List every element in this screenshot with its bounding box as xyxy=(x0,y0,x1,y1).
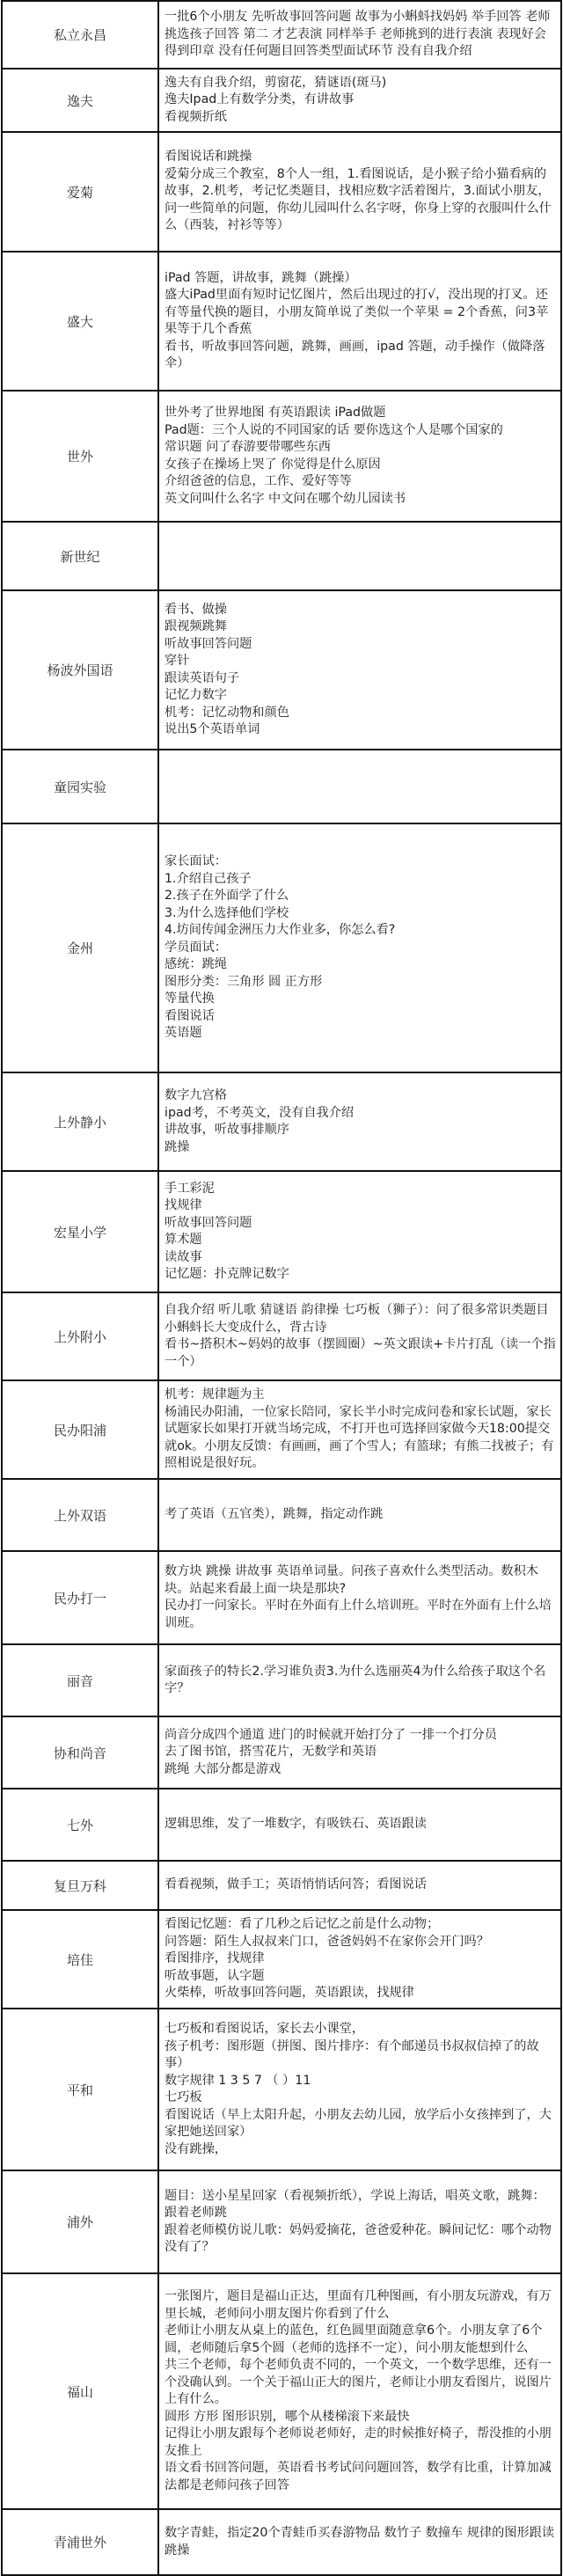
table-row xyxy=(3,1172,560,1293)
table-row xyxy=(3,133,560,252)
table-row xyxy=(3,824,560,1073)
detail-line: 跟读英语句子 xyxy=(165,670,240,685)
detail-line: 盛大iPad里面有短时记忆图片，然后出现过的打√，没出现的打叉。还有等量代换的题目，小朋友简单说了类似一个苹果 = 2个香蕉，问3苹果等于几个香蕉 xyxy=(165,288,549,336)
detail-line: 记得让小朋友跟每个老师说老师好，走的时候推好椅子，帮没推的小朋友推上 xyxy=(165,2426,552,2458)
detail-line: 介绍爸爸的信息，工作、爱好等等 xyxy=(165,474,352,488)
detail-line: 七巧板和看图说话，家长去小课堂， xyxy=(165,2022,365,2036)
detail-line: 逸夫有自我介绍，剪窗花，猜谜语(斑马) xyxy=(165,75,387,90)
school-name-cell: 七外 xyxy=(3,1789,159,1860)
interview-detail-cell xyxy=(159,1381,560,1478)
table-row xyxy=(3,1911,560,2009)
school-name-cell: 杨波外国语 xyxy=(3,591,159,749)
detail-line: 看图记忆题：看了几秒之后记忆之前是什么动物； xyxy=(165,1917,440,1932)
detail-line: 常识题 问了春游要带哪些东西 xyxy=(165,440,331,454)
table-row xyxy=(3,1480,560,1552)
detail-line: iPad 答题，讲故事，跳舞（跳操） xyxy=(165,270,357,285)
school-name-cell: 复旦万科 xyxy=(3,1862,159,1909)
detail-line: 跳操 xyxy=(165,1139,190,1154)
school-name-cell: 丽音 xyxy=(3,1645,159,1716)
detail-line: 看看视频，做手工；英语悄悄话问答；看图说话 xyxy=(165,1877,427,1892)
detail-line: 考了英语（五官类），跳舞，指定动作跳 xyxy=(165,1507,384,1522)
school-name-cell: 上外静小 xyxy=(3,1073,159,1170)
interview-detail-cell xyxy=(159,1911,560,2008)
detail-line: 看图说话 xyxy=(165,1008,215,1023)
detail-line: 逸夫Ipad上有数学分类，有讲故事 xyxy=(165,92,355,107)
detail-line: 1.介绍自己孩子 xyxy=(165,871,252,886)
school-name-cell: 爱菊 xyxy=(3,133,159,251)
interview-detail-cell xyxy=(159,252,560,390)
detail-line: 世外考了世界地图 有英语跟读 iPad做题 xyxy=(165,406,386,420)
table-row xyxy=(3,1645,560,1717)
detail-line: 数字青蛙，指定20个青蛙币买春游物品 数竹子 数撞车 规律的图形跟读 跳操 xyxy=(165,2526,555,2558)
detail-line: 等量代换 xyxy=(165,992,215,1006)
interview-detail-cell xyxy=(159,1480,560,1550)
school-name-cell: 福山 xyxy=(3,2274,159,2508)
interview-detail-cell xyxy=(159,2009,560,2170)
detail-line: 听故事题，认字题 xyxy=(165,1968,265,1983)
detail-line: 3.为什么选择他们学校 xyxy=(165,905,289,920)
detail-line: 跟视频跳舞 xyxy=(165,619,227,633)
table-row xyxy=(3,1073,560,1172)
detail-line: 感统：跳绳 xyxy=(165,957,227,972)
table-row xyxy=(3,2009,560,2171)
school-name-cell: 宏星小学 xyxy=(3,1172,159,1292)
detail-line: 七巧板 xyxy=(165,2090,202,2104)
detail-line: 一张图片，题目是福山正达，里面有几种图画，有小朋友玩游戏，有万里长城，老师问小朋友图片你看到了什么 xyxy=(165,2289,552,2321)
interview-detail-cell xyxy=(159,1717,560,1788)
detail-line: 数字规律 1 3 5 7 （ ）11 xyxy=(165,2073,311,2088)
detail-line: 英文问叫什么名字 中文问在哪个幼儿园读书 xyxy=(165,491,406,506)
interview-detail-cell xyxy=(159,523,560,589)
detail-line: 题目：送小星星回家（看视频折纸），学说上海话，唱英文歌，跳舞：跟着老师跳 xyxy=(165,2188,545,2220)
detail-line: 听故事回答问题 xyxy=(165,1215,252,1230)
detail-line: 杨浦民办阳浦，一位家长陪同，家长半小时完成问卷和家长试题，家长试题家长如果打开就当场完成，不打开也可选择回家做今天18:00提交就ok。小朋友反馈：有画画，画了个雪人；有篮球；有熊二找被子；有照相说是很好玩。 xyxy=(165,1404,554,1471)
detail-line: 没有跳操， xyxy=(165,2141,227,2156)
table-row xyxy=(3,70,560,133)
detail-line: 找规律 xyxy=(165,1198,202,1212)
table-row xyxy=(3,2510,560,2574)
detail-line: 4.坊间传闻金洲压力大作业多，你怎么看? xyxy=(165,923,396,938)
detail-line: 说出5个英语单词 xyxy=(165,722,260,736)
school-name-cell: 上外双语 xyxy=(3,1480,159,1550)
school-name-cell: 私立永昌 xyxy=(3,2,159,68)
detail-line: 记忆力数字 xyxy=(165,688,227,702)
table-row xyxy=(3,1789,560,1862)
interview-detail-cell xyxy=(159,1862,560,1909)
detail-line: 去了图书馆，搭雪花片，无数学和英语 xyxy=(165,1745,377,1760)
detail-line: 看书~搭积木~妈妈的故事（摆圆圈）~英文跟读+卡片打乱（读一个指一个） xyxy=(165,1337,556,1369)
table-row xyxy=(3,1717,560,1789)
table-row xyxy=(3,750,560,824)
table-row xyxy=(3,392,560,523)
interview-detail-cell xyxy=(159,2510,560,2574)
table-row xyxy=(3,1293,560,1381)
detail-line: 火柴棒，听故事回答问题，英语跟读，找规律 xyxy=(165,1986,414,2001)
interview-detail-cell xyxy=(159,591,560,749)
detail-line: 机考：记忆动物和颜色 xyxy=(165,705,289,720)
interview-detail-cell xyxy=(159,1172,560,1292)
table-row xyxy=(3,591,560,750)
detail-line: 家面孩子的特长2.学习谁负责3.为什么选丽英4为什么给孩子取这个名字？ xyxy=(165,1664,546,1695)
detail-line: 一批6个小朋友 先听故事回答问题 故事为小蝌蚪找妈妈 举手回答 老师挑选孩子回答 第二 才艺表演 同样举手 老师挑到的进行表演 表现好会得到印章 没有任何题目回答类型面试环节 没有自我介绍 xyxy=(165,10,551,59)
detail-line: 看视频折纸 xyxy=(165,109,227,124)
detail-line: 民办打一问家长。平时在外面有上什么培训班。平时在外面有上什么培训班。 xyxy=(165,1599,552,1630)
interview-detail-cell xyxy=(159,1645,560,1716)
school-name-cell: 青浦世外 xyxy=(3,2510,159,2574)
detail-line: 数方块 跳操 讲故事 英语单词量。问孩子喜欢什么类型活动。数积木块。站起来看最上面一块是那块? xyxy=(165,1564,538,1596)
table-row xyxy=(3,252,560,392)
interview-detail-cell xyxy=(159,1293,560,1379)
interview-detail-cell xyxy=(159,2274,560,2508)
detail-line: 穿针 xyxy=(165,654,190,668)
detail-line: 看图排序，找规律 xyxy=(165,1951,265,1966)
detail-line: 2.孩子在外面学了什么 xyxy=(165,889,289,904)
detail-line: 读故事 xyxy=(165,1249,202,1264)
school-name-cell: 平和 xyxy=(3,2009,159,2170)
school-name-cell: 新世纪 xyxy=(3,523,159,589)
interview-detail-cell xyxy=(159,2,560,68)
school-name-cell: 民办阳浦 xyxy=(3,1381,159,1478)
detail-line: 女孩子在操场上哭了 你觉得是什么原因 xyxy=(165,457,381,472)
school-name-cell: 逸夫 xyxy=(3,70,159,131)
detail-line: 英语题 xyxy=(165,1026,202,1041)
table-row xyxy=(3,2,560,70)
detail-line: 看书，听故事回答问题，跳舞，画画，ipad 答题，动手操作（做降落伞） xyxy=(165,339,545,370)
table-row xyxy=(3,2274,560,2510)
detail-line: 家长面试： xyxy=(165,854,227,869)
detail-line: 看图说话和跳操 xyxy=(165,150,252,165)
interview-detail-cell xyxy=(159,2171,560,2272)
detail-line: 逻辑思维，发了一堆数字，有吸铁石、英语跟读 xyxy=(165,1817,427,1832)
interview-detail-cell xyxy=(159,133,560,251)
interview-notes-table xyxy=(1,0,562,2576)
detail-line: Pad题：三个人说的不同国家的话 要你选这个人是哪个国家的 xyxy=(165,422,503,437)
interview-detail-cell xyxy=(159,1789,560,1860)
table-row xyxy=(3,1381,560,1480)
school-name-cell: 协和尚音 xyxy=(3,1717,159,1788)
interview-detail-cell xyxy=(159,70,560,131)
detail-line: 讲故事，听故事排顺序 xyxy=(165,1123,289,1137)
interview-detail-cell xyxy=(159,824,560,1072)
interview-detail-cell xyxy=(159,392,560,521)
interview-detail-cell xyxy=(159,1073,560,1170)
school-name-cell: 童园实验 xyxy=(3,750,159,823)
school-name-cell: 世外 xyxy=(3,392,159,521)
detail-line: 爱菊分成三个教室，8个人一组，1.看图说话，是小猴子给小猫看病的故事，2.机考，考记忆类题目，找相应数字活着图片，3.面试小朋友，问一些简单的问题，你幼儿园叫什么名字呀，你身上穿的衣服叫什么什么（西装，衬衫等等） xyxy=(165,166,552,233)
detail-line: 图形分类：三角形 圆 正方形 xyxy=(165,974,323,989)
detail-line: 圆形 方形 图形识别，哪个从楼梯滚下来最快 xyxy=(165,2409,410,2424)
school-name-cell: 上外附小 xyxy=(3,1293,159,1379)
detail-line: 手工彩泥 xyxy=(165,1181,215,1196)
detail-line: 看图说话（早上太阳升起，小朋友去幼儿园，放学后小女孩摔到了，大家把她送回家） xyxy=(165,2107,552,2139)
detail-line: 孩子机考：图形题（拼图、图片排序：有个邮递员书叔叔信掉了的故事） xyxy=(165,2038,539,2070)
table-row xyxy=(3,523,560,591)
school-name-cell: 浦外 xyxy=(3,2171,159,2272)
detail-line: 机考：规律题为主 xyxy=(165,1387,265,1402)
detail-line: 算术题 xyxy=(165,1233,202,1247)
detail-line: 看书、做操 xyxy=(165,602,227,617)
school-name-cell: 金州 xyxy=(3,824,159,1072)
detail-line: 数字九宫格 xyxy=(165,1088,227,1102)
table-row xyxy=(3,2171,560,2274)
detail-line: 自我介绍 听儿歌 猜谜语 韵律操 七巧板（狮子）：问了很多常识类题目 小蝌蚪长大变成什么，背古诗 xyxy=(165,1303,549,1335)
interview-detail-cell xyxy=(159,750,560,823)
detail-line: 共三个老师，每个老师负责不同的，一个英文，一个数学思维，还有一个没确认到。一个关于福山正大的图片，老师让小朋友看图片，说图片上有什么。 xyxy=(165,2358,552,2406)
detail-line: 跳绳 大部分都是游戏 xyxy=(165,1761,282,1776)
detail-line: 老师让小朋友从桌上的蓝色，红色圆里面随意拿6个。小朋友拿了6个圆，老师随后拿5个圆（老师的选择不一定），问小朋友能想到什么 xyxy=(165,2324,543,2355)
detail-line: 跟着老师模仿说儿歌：妈妈爱摘花，爸爸爱种花。瞬间记忆：哪个动物没有了？ xyxy=(165,2222,552,2254)
detail-line: 听故事回答问题 xyxy=(165,636,252,651)
table-row xyxy=(3,1552,560,1645)
interview-detail-cell xyxy=(159,1552,560,1643)
detail-line: ipad考，不考英文，没有自我介绍 xyxy=(165,1105,355,1120)
detail-line: 学员面试： xyxy=(165,940,227,955)
detail-line: 尚音分成四个通道 进门的时候就开始打分了 一排一个打分员 xyxy=(165,1727,497,1742)
school-name-cell: 培佳 xyxy=(3,1911,159,2008)
detail-line: 记忆题：扑克牌记数字 xyxy=(165,1267,289,1281)
detail-line: 问答题：陌生人叔叔来门口，爸爸妈妈不在家你会开门吗？ xyxy=(165,1934,489,1949)
school-name-cell: 民办打一 xyxy=(3,1552,159,1643)
table-row xyxy=(3,1862,560,1911)
detail-line: 语文看书回答问题，英语看书考试问问题回答，数学有比重，计算加减法都是老师问孩子回答 xyxy=(165,2461,552,2492)
school-name-cell: 盛大 xyxy=(3,252,159,390)
